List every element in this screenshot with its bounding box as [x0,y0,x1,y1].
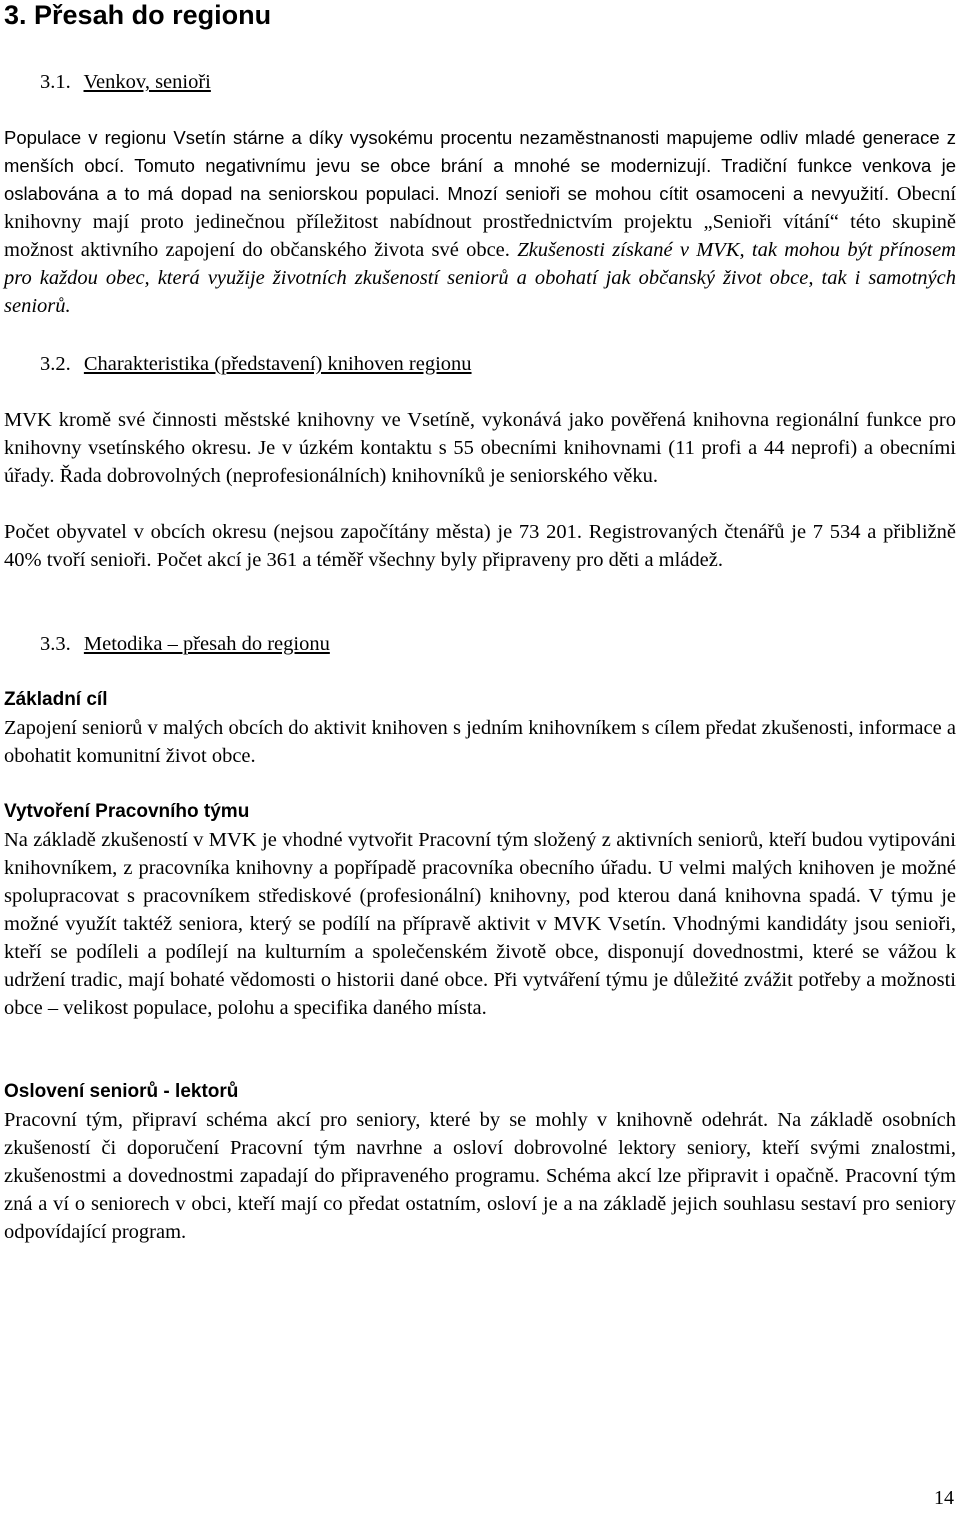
section-number: 3.3. [40,633,71,655]
section-heading-3-1 [40,68,211,96]
paragraph-mvk-role: MVK kromě své činnosti městské knihovny ve Vsetíně, vykonává jako pověřená knihovna regionální funkce pro knihovny vsetínského okresu. Je v úzkém kontaktu s 55 obecními knihovnami (11 profi a 44 neprofi) a obecními úřady. Řada dobrovolných (neprofesionálních) knihovníků je seniorského věku. [4,409,956,487]
paragraph-lecturers: Pracovní tým, připraví schéma akcí pro seniory, které by se mohly v knihovně odehrát. Na základě osobních zkušeností či doporučení Pracovní tým navrhne a osloví dobrovolné lektory seniory, kteří svými znalostmi, zkušenostmi a dovednostmi zapadají do připraveného programu. Schéma akcí lze připravit i opačně. Pracovní tým zná a ví o seniorech v obci, kteří mají co předat ostatním, osloví je a na základě jejich souhlasu sestaví pro seniory odpovídající program. [4,1109,956,1243]
chapter-title: 3. Přesah do regionu [4,0,272,30]
paragraph-serif-part: Obecní knihovny mají proto jedinečnou příležitost nabídnout prostřednictvím projektu „Senioři vítání“ této skupině možnost aktivního zapojení do občanského života své obce. [4,183,957,261]
subheading-lecturers: Oslovení seniorů - lektorů [4,1081,239,1102]
section-title: Metodika – přesah do regionu [83,633,330,655]
section-heading-3-2 [40,350,472,378]
section-title: Venkov, senioři [83,71,211,93]
paragraph-sans-part: Populace v regionu Vsetín stárne a díky vysokému procentu nezaměstnanosti mapujeme odliv mladé generace z menších obcí. Tomuto negativnímu jevu se obce brání a mnohé se modernizují. Tradiční funkce venkova je oslabována a to má dopad na seniorskou populaci. Mnozí senioři se mohou cítit osamoceni a nevyužití. [4,127,956,204]
subheading-goal: Základní cíl [4,689,108,710]
section-number: 3.2. [40,353,71,375]
paragraph-statistics: Počet obyvatel v obcích okresu (nejsou započítány města) je 73 201. Registrovaných čtenářů je 7 534 a přibližně 40% tvoří senioři. Počet akcí je 361 a téměř všechny byly připraveny pro děti a mládež. [4,521,956,571]
paragraph-team: Na základě zkušeností v MVK je vhodné vytvořit Pracovní tým složený z aktivních seniorů, kteří budou vytipováni knihovníkem, z pracovníka knihovny a popřípadě pracovníka obecního úřadu. U velmi malých knihoven je možné spolupracovat s pracovníkem střediskové (profesionální) knihovny, pod kterou daná knihovna spadá. V týmu je možné využít taktéž seniora, který se podílí na přípravě aktivit v MVK Vsetín. Vhodnými kandidáty jsou senioři, kteří se podíleli a podílejí na kulturním a společenském životě obce, disponují dovednostmi, které se vážou k udržení tradic, mají bohaté vědomosti o historii dané obce. Při vytváření týmu je důležité zvážit potřeby a možnosti obce – velikost populace, polohu a specifika daného místa. [4,829,956,1019]
page-number: 14 [934,1487,954,1509]
paragraph-italic-part: Zkušenosti získané v MVK, tak mohou být přínosem pro každou obec, která využije životních zkušeností seniorů a obohatí jak občanský život obce, tak i samotných seniorů. [4,239,956,317]
paragraph-rural-seniors [4,124,956,320]
section-heading-3-3 [40,630,330,658]
paragraph-goal: Zapojení seniorů v malých obcích do aktivit knihoven s jedním knihovníkem s cílem předat zkušenosti, informace a obohatit komunitní život obce. [4,717,956,767]
section-number: 3.1. [40,71,71,93]
subheading-team: Vytvoření Pracovního týmu [4,801,250,822]
section-title: Charakteristika (představení) knihoven regionu [83,353,472,375]
